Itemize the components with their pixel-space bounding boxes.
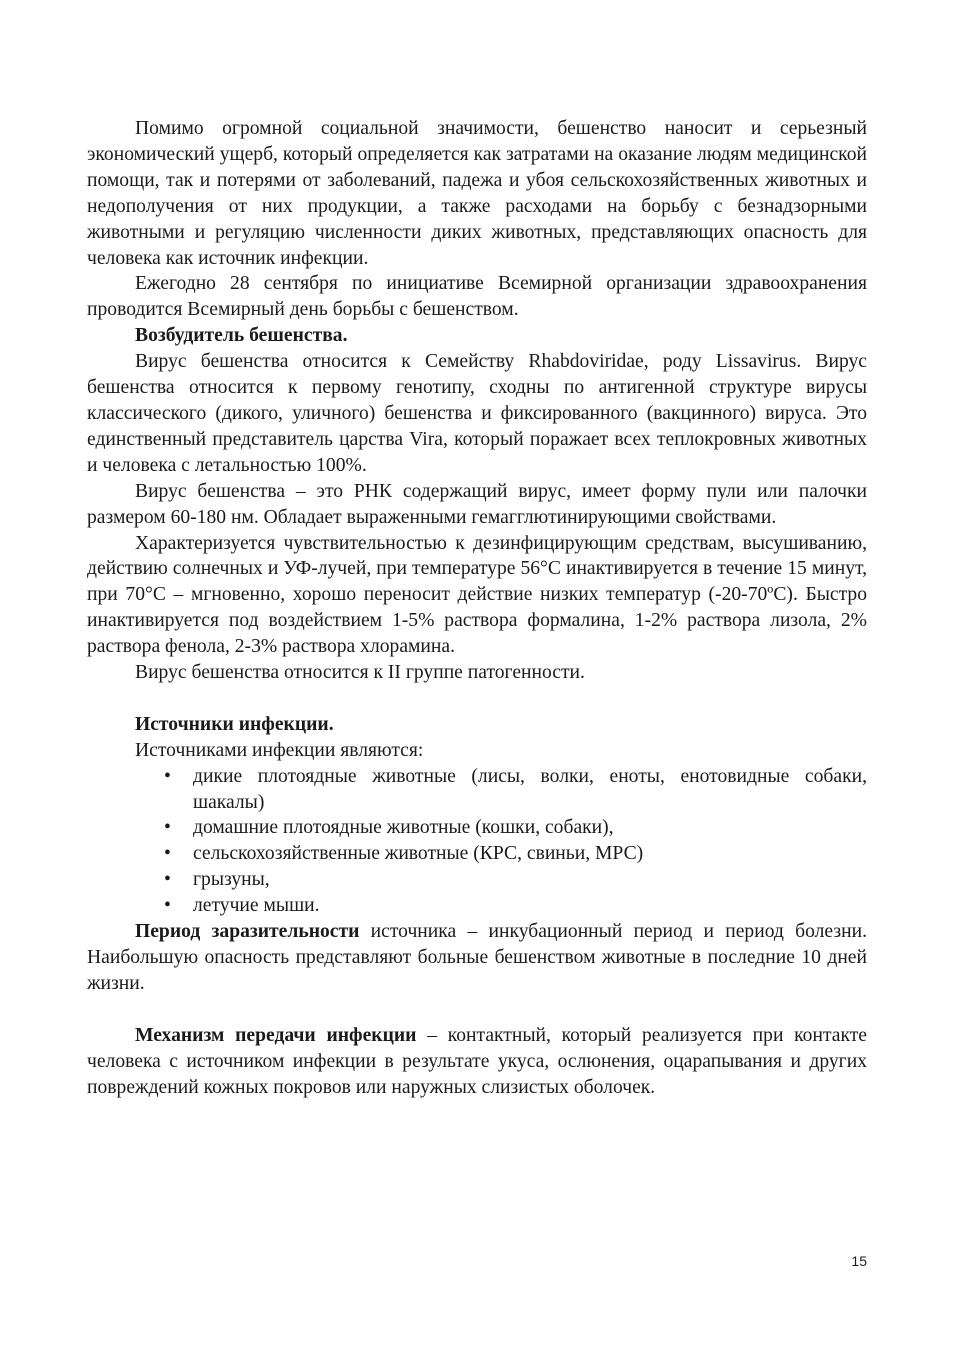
paragraph-economic-damage: Помимо огромной социальной значимости, бешенство наносит и серьезный экономический ущерб, который определяется как затратами на оказание людям медицинской помощи, так и потерями от заболеваний, падежа и убоя сельскохозяйственных животных и недополучения от них продукции, а также расходами на борьбу с безнадзорными животными и регуляцию численности диких животных, представляющих опасность для человека как источник инфекции. [87, 118, 867, 269]
list-item: • дикие плотоядные животные (лисы, волки, еноты, енотовидные собаки, шакалы) [193, 764, 867, 816]
heading-pathogen [87, 323, 867, 349]
paragraph-transmission-mechanism [87, 1023, 867, 1101]
list-item: • грызуны, [193, 867, 867, 893]
list-item: • летучие мыши. [193, 893, 867, 919]
transmission-mechanism-term: Механизм передачи инфекции [135, 1024, 417, 1046]
paragraph-virus-structure: Вирус бешенства – это РНК содержащий вирус, имеет форму пули или палочки размером 60-180 нм. Обладает выраженными гемагглютинирующими свойствами. [87, 480, 867, 528]
page-body [87, 116, 867, 1100]
contagious-period-term: Период заразительности [135, 921, 360, 943]
page-number: 15 [851, 1253, 867, 1269]
heading-sources-text: Источники инфекции. [135, 713, 334, 735]
paragraph-virus-resistance: Характеризуется чувствительностью к дезинфицирующим средствам, высушиванию, действию солнечных и УФ-лучей, при температуре 56°С инактивируется в течение 15 минут, при 70°С – мгновенно, хорошо переносит действие низких температур (-20-70ºС). Быстро инактивируется под воздействием 1-5% раствора формалина, 1-2% раствора лизола, 2% раствора фенола, 2-3% раствора хлорамина. [87, 532, 867, 658]
list-item: • домашние плотоядные животные (кошки, собаки), [193, 815, 867, 841]
blank-line [87, 997, 867, 1023]
transmission-mechanism-text: – контактный, который реализуется при контакте человека с источником инфекции в результате укуса, ослюнения, оцарапывания и других повреждений кожных покровов или наружных слизистых оболочек. [87, 1024, 867, 1098]
list-item: • сельскохозяйственные животные (КРС, свиньи, МРС) [193, 841, 867, 867]
contagious-period-text: источника – инкубационный период и период болезни. Наибольшую опасность представляют больные бешенством животные в последние 10 дней жизни. [87, 921, 867, 994]
paragraph-sources-intro: Источниками инфекции являются: [135, 739, 424, 761]
paragraph-pathogenicity-group: Вирус бешенства относится к II группе патогенности. [135, 662, 585, 684]
paragraph-virus-taxonomy: Вирус бешенства относится к Семейству Rhabdoviridae, роду Lissavirus. Вирус бешенства относится к первому генотипу, сходны по антигенной структуре вирусы классического (дикого, уличного) бешенства и фиксированного (вакцинного) вируса. Это единственный представитель царства Vira, который поражает всех теплокровных животных и человека с летальностью 100%. [87, 351, 867, 476]
paragraph-contagious-period [87, 919, 867, 997]
heading-sources [87, 712, 867, 738]
blank-line [87, 686, 867, 712]
paragraph-world-rabies-day: Ежегодно 28 сентября по инициативе Всемирной организации здравоохранения проводится Всемирный день борьбы с бешенством. [87, 273, 867, 321]
heading-pathogen-text: Возбудитель бешенства. [135, 325, 348, 347]
sources-list [87, 764, 867, 919]
